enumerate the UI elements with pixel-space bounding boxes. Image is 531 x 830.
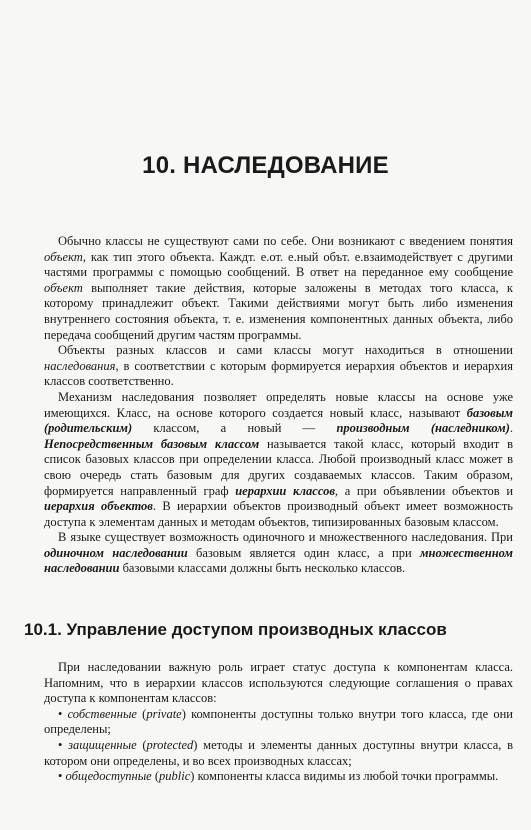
term-derived-class: производным (наследником) [336, 421, 510, 436]
term-protected: защищенные [68, 737, 137, 752]
text-run: выполняет такие действия, которые заложены в методах того класса, к которому принадлежит объект. Такими действиями могут быть либо изменения внутреннего состояния объекта, т. е. изменения компонентных данных объекта, либо передача сообщений другим частям программы. [44, 280, 513, 342]
bullet-item-public: • общедоступные (public) компоненты класса видимы из любой точки программы. [58, 769, 499, 784]
text-run: методы и элементы данных доступны внутри класса, в котором они определены, и во всех производных классах; [44, 737, 514, 768]
text-run: . [509, 421, 513, 436]
text-run: Обычно классы не существуют сами по себе. Они возникают с введением понятия [58, 234, 513, 248]
text-run: компоненты доступны только внутри того класса, где они определены; [44, 706, 513, 737]
term-multiple-inheritance: множественном наследовании [44, 545, 513, 576]
chapter-title: 10. НАСЛЕДОВАНИЕ [142, 152, 389, 179]
paragraph-single-multiple [44, 530, 513, 577]
text-run: , в соответствии с которым формируется иерархия объектов и иерархия классов соответственно. [44, 358, 513, 389]
text-run: базовым является один класс, а при [187, 545, 420, 560]
section-body [44, 660, 513, 785]
text-run: Механизм наследования позволяет определять новые классы на основе уже имеющихся. Класс, на основе которого создается новый класс, называют [44, 389, 513, 420]
text-run: , а при объявлении объектов и [334, 483, 514, 498]
bullet-item-private: • собственные (private) компоненты доступны только внутри того класса, где они определены; [44, 706, 513, 737]
bullet-marker: • [58, 769, 63, 784]
text-run: . В иерархии объектов производный объект имеет возможность доступа к элементам данных и методам объектов, типизированных базовым классом. [44, 499, 514, 529]
bullet-marker: • [58, 737, 63, 752]
term-inheritance: наследования [44, 358, 116, 373]
paragraph-inheritance-relation [44, 343, 513, 390]
term-object: объект [44, 249, 83, 264]
chapter-intro [44, 234, 513, 577]
text-run: В языке существует возможность одиночного и множественного наследования. При [58, 530, 513, 545]
text-run: Объекты разных классов и сами классы могут находиться в отношении [58, 343, 513, 358]
term-object-hierarchy: иерархия объектов [44, 499, 153, 514]
keyword-public: public [159, 769, 191, 784]
term-single-inheritance: одиночном наследовании [44, 545, 188, 560]
text-run: базовыми классами должны быть несколько классов. [119, 561, 406, 576]
term-direct-base-class: Непосредственным базовым классом [44, 436, 260, 451]
text-run: классом, а новый — [132, 421, 337, 436]
paragraph-inheritance-mechanism [44, 390, 513, 530]
term-private: собственные [67, 706, 137, 721]
paragraph-access-intro: При наследовании важную роль играет статус доступа к компонентам класса. Напомним, что в иерархии классов используются следующие соглашения о правах доступа к компонентам классов: [44, 660, 513, 706]
paragraph-objects [44, 234, 513, 343]
text-run: , как тип этого объекта. Каждт. е.от. е.ный обът. е.взаимодействует с другими частями программы с помощью сообщений. В ответ на переданное ему сообщение [44, 249, 513, 280]
bullet-marker: • [58, 706, 63, 721]
section-title: 10.1. Управление доступом производных классов [24, 620, 447, 639]
text-run: называется такой класс, который входит в список базовых классов при определении класса. Любой производный класс может в свою очередь стать базовым для других создаваемых классов. Таким образом, формируется направленный граф [44, 436, 513, 498]
text-run: компоненты класса видимы из любой точки программы. [194, 769, 499, 784]
bullet-item-protected: • защищенные (protected) методы и элементы данных доступны внутри класса, в котором они определены, и во всех производных классах; [44, 737, 514, 768]
term-class-hierarchy: иерархии классов [235, 483, 335, 498]
term-object: объект [44, 280, 83, 295]
keyword-private: private [146, 706, 182, 721]
term-public: общедоступные [65, 769, 152, 784]
term-base-class: базовым (родительским) [44, 405, 513, 436]
keyword-protected: protected [146, 737, 194, 752]
